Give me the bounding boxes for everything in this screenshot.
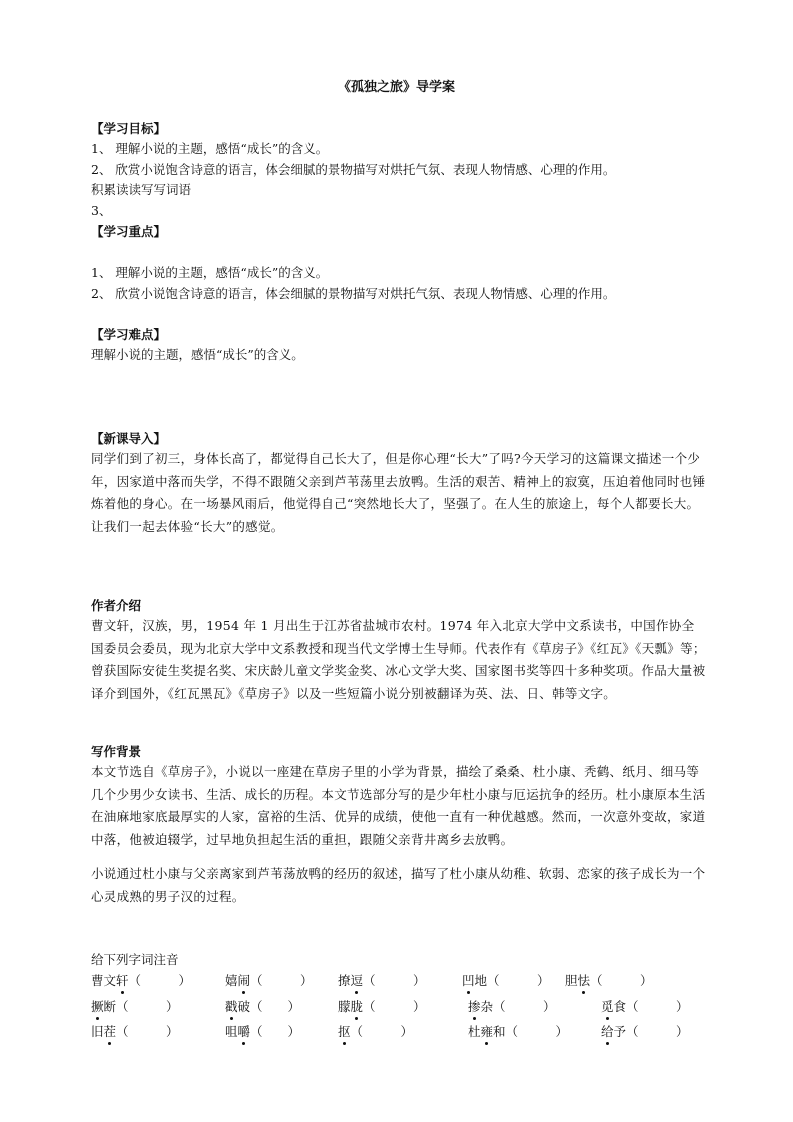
vocab-item: 旧茬（ ） (91, 1024, 179, 1039)
background-heading: 写作背景 (91, 744, 142, 759)
vocab-item: 撅断（ ） (91, 999, 179, 1014)
objective-item-3: 积累读读写写词语 (91, 182, 192, 197)
objective-item-4: 3、 (91, 203, 112, 218)
vocab-item: 抠（ ） (338, 1024, 414, 1039)
vocab-item: 掺杂（ ） (468, 999, 556, 1014)
background-paragraph-1: 本文节选自《草房子》，小说以一座建在草房子里的小学为背景，描绘了桑桑、杜小康、秃鹤、纸月、细马等几个少男少女读书、生活、成长的历程。本文节选部分写的是少年杜小康与厄运抗争的经历。杜小康原本生活在油麻地家底最厚实的人家，富裕的生活、优异的成绩，使他一直有一种优越感。然而，一次意外变故，家道中落，他被迫辍学，过早地负担起生活的重担，跟随父亲背井离乡去放鸭。 (91, 764, 706, 847)
vocab-item: 戳破（ ） (225, 999, 301, 1014)
vocab-item: 胆怯（ ） (565, 973, 653, 988)
vocab-item: 咀嚼（ ） (225, 1024, 301, 1039)
background-paragraph-2: 小说通过杜小康与父亲离家到芦苇荡放鸭的经历的叙述，描写了杜小康从幼稚、软弱、恋家的孩子成长为一个心灵成熟的男子汉的过程。 (91, 866, 706, 904)
document-title: 《孤独之旅》导学案 (337, 80, 455, 95)
intro-paragraph: 同学们到了初三，身体长高了，都觉得自己长大了，但是你心理“长大”了吗?今天学习的这篇课文描述一个少年，因家道中落而失学，不得不跟随父亲到芦苇荡里去放鸭。生活的艰苦、精神上的寂寞，压迫着他同时也锤炼着他的身心。在一场暴风雨后，他觉得自己“突然地长大了，坚强了。在人生的旅途上，每个人都要长大。让我们一起去体验“长大”的感觉。 (91, 451, 706, 534)
key-point-item-2: 2、 欣赏小说饱含诗意的语言，体会细腻的景物描写对烘托气氛、表现人物情感、心理的作用。 (91, 286, 616, 301)
vocab-item: 撩逗（ ） (338, 973, 426, 988)
vocab-heading: 给下列字词注音 (91, 952, 179, 967)
vocab-item: 嬉闹（ ） (225, 973, 313, 988)
objective-item-1: 1、 理解小说的主题，感悟“成长”的含义。 (91, 141, 329, 156)
vocab-item: 杜雍和（ ） (468, 1024, 569, 1039)
vocab-item: 朦胧（ ） (338, 999, 426, 1014)
objectives-heading: 【学习目标】 (91, 121, 167, 136)
author-paragraph: 曹文轩，汉族，男，1954 年 1 月出生于江苏省盐城市农村。1974 年入北京大学中文系读书，中国作协全国委员会委员，现为北京大学中文系教授和现当代文学博士生导师。代表作有《草房子》《红瓦》《天瓢》等；曾获国际安徒生奖提名奖、宋庆龄儿童文学奖金奖、冰心文学大奖、国家图书奖等四十多种奖项。作品大量被译介到国外，《红瓦黑瓦》《草房子》以及一些短篇小说分别被翻译为英、法、日、韩等文字。 (91, 618, 706, 701)
vocab-item: 曹文轩（ ） (91, 973, 192, 988)
difficulty-text: 理解小说的主题，感悟“成长”的含义。 (91, 347, 304, 362)
key-points-heading: 【学习重点】 (91, 224, 167, 239)
intro-heading: 【新课导入】 (91, 431, 167, 446)
vocab-item: 给予（ ） (601, 1024, 689, 1039)
key-point-item-1: 1、 理解小说的主题，感悟“成长”的含义。 (91, 265, 329, 280)
vocab-item: 凹地（ ） (462, 973, 550, 988)
difficulty-heading: 【学习难点】 (91, 327, 167, 342)
author-heading: 作者介绍 (91, 598, 142, 613)
vocab-item: 觅食（ ） (601, 999, 689, 1014)
objective-item-2: 2、 欣赏小说饱含诗意的语言，体会细腻的景物描写对烘托气氛、表现人物情感、心理的作用。 (91, 162, 616, 177)
